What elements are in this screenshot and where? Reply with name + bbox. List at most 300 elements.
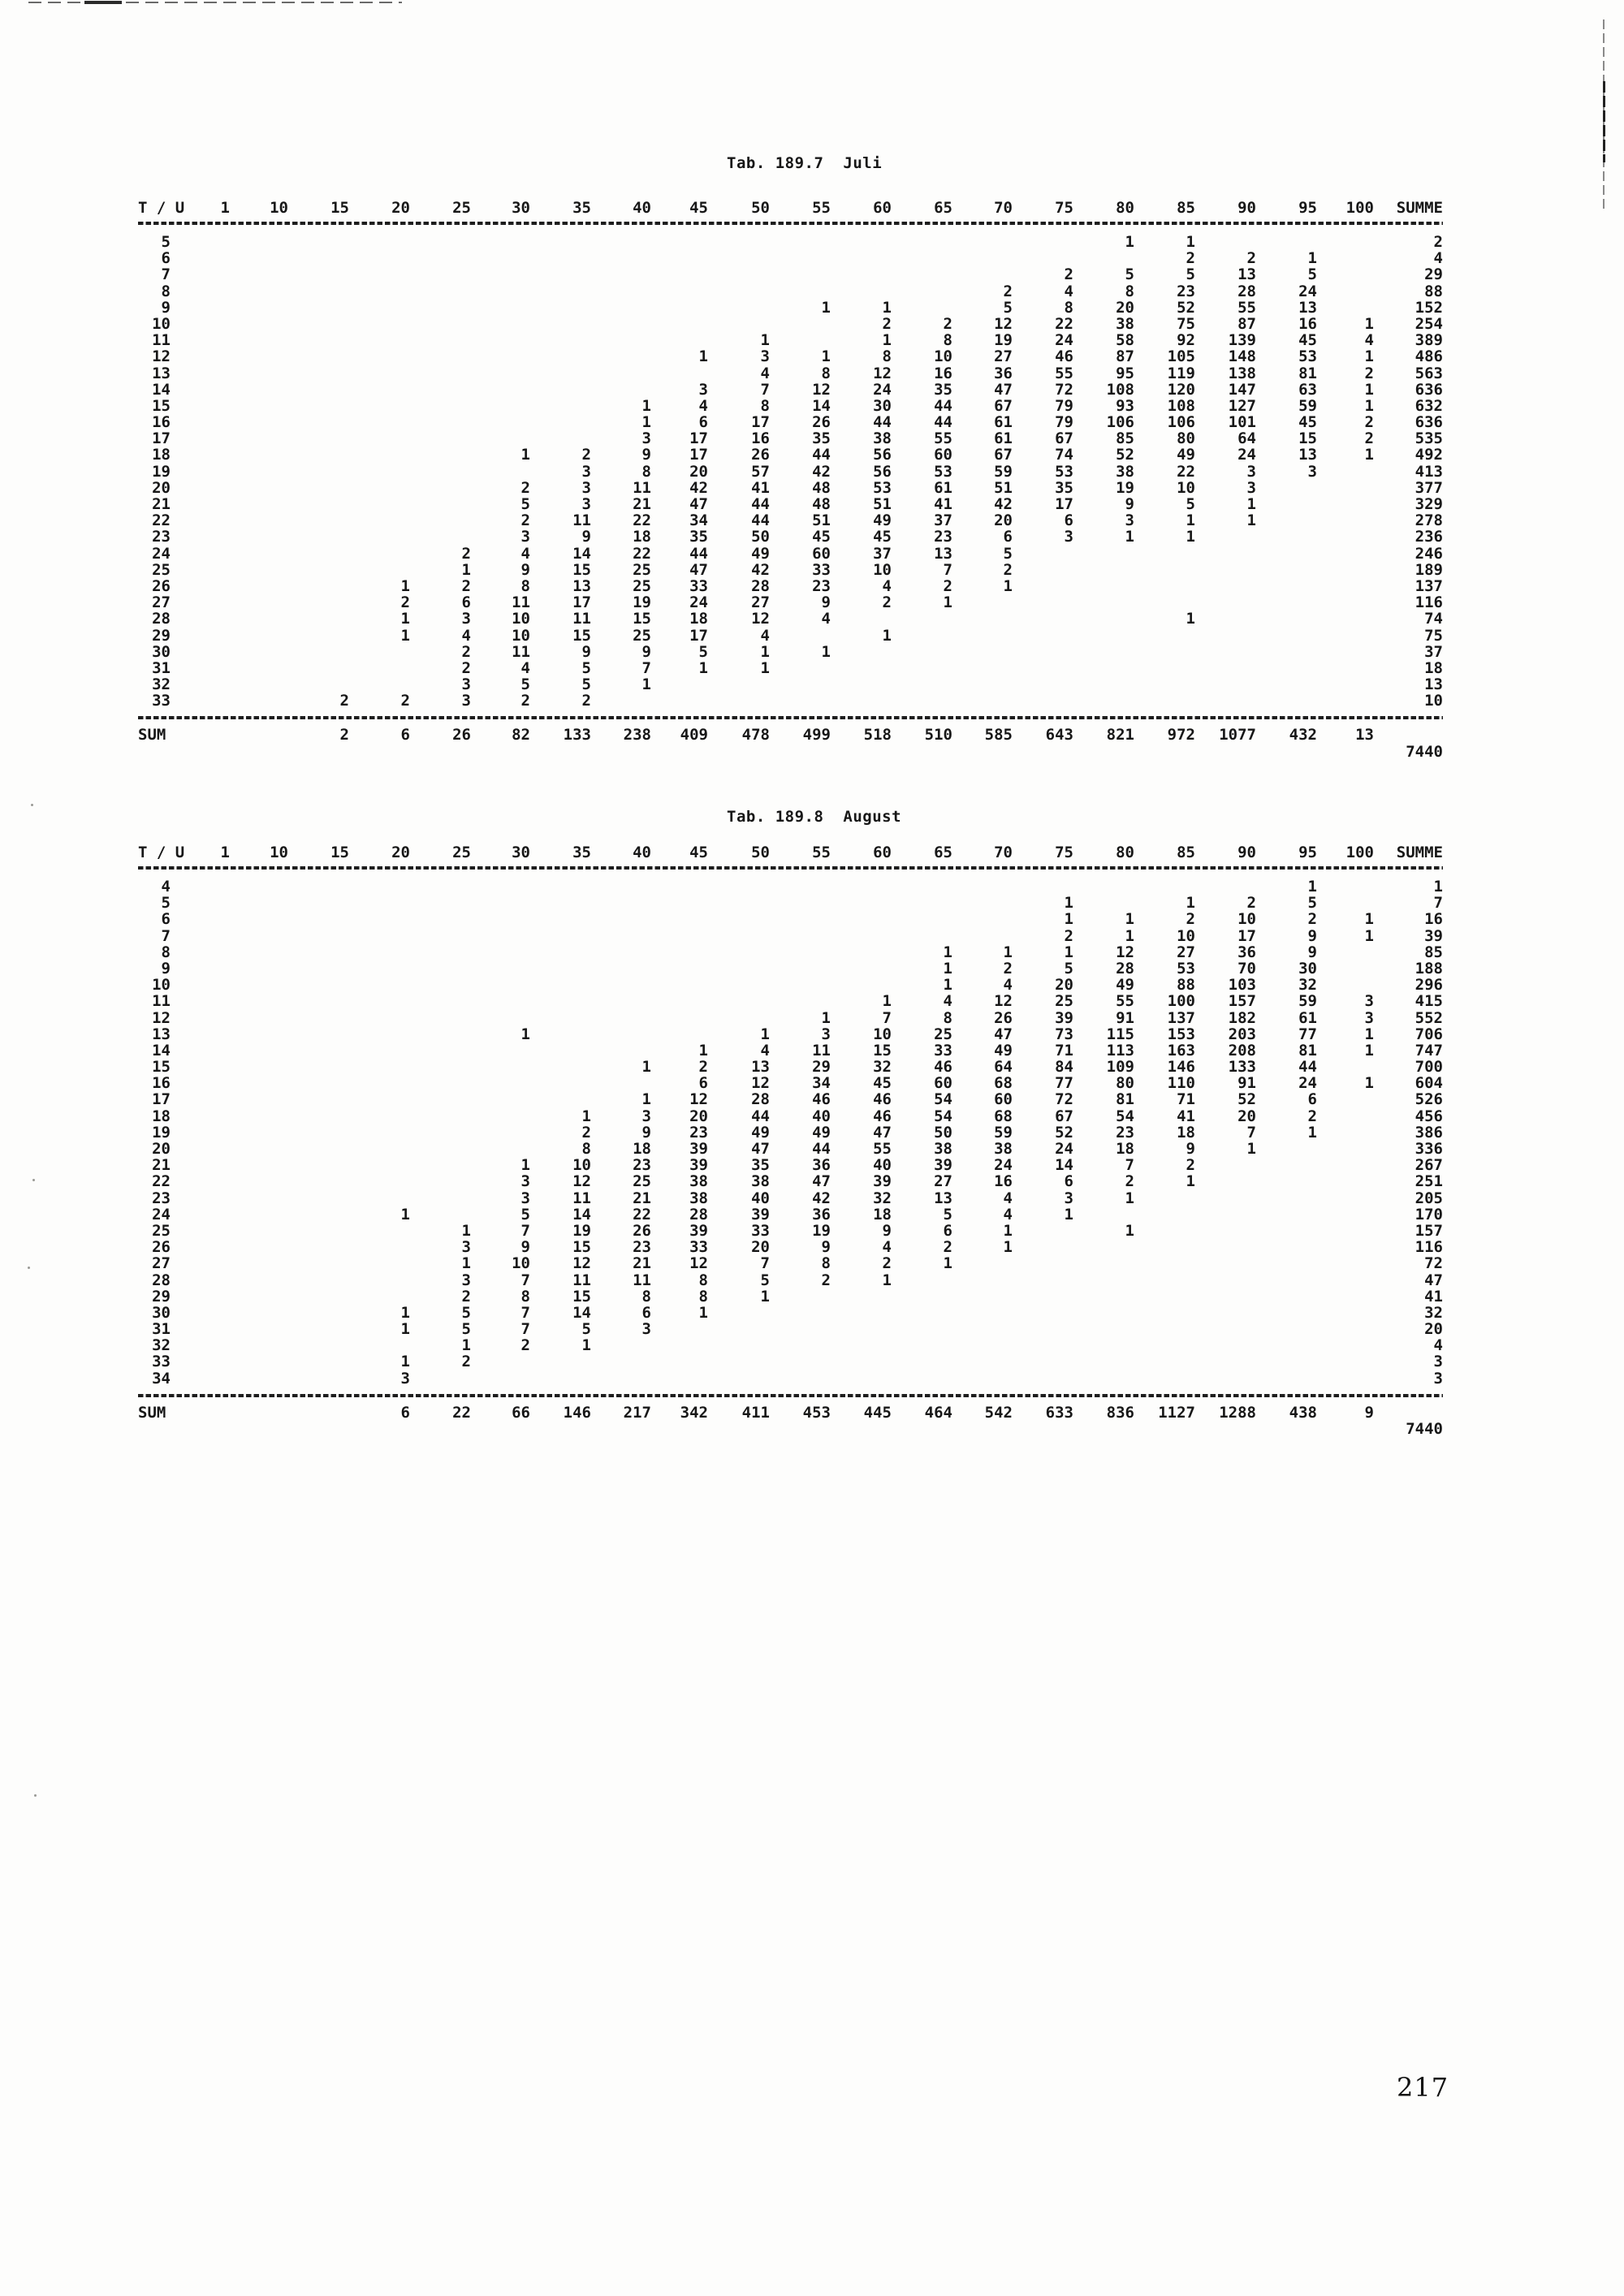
value-cell: 16 xyxy=(1298,314,1317,333)
value-cell xyxy=(230,878,288,895)
value-cell xyxy=(708,250,770,266)
column-header: 30 xyxy=(512,844,530,861)
value-cell xyxy=(471,365,530,382)
value-cell xyxy=(651,993,708,1009)
value-cell: 38 xyxy=(1116,314,1134,333)
total-empty-cell xyxy=(471,1421,530,1437)
value-cell: 44 xyxy=(751,511,770,530)
column-header: 85 xyxy=(1177,199,1195,217)
value-cell xyxy=(171,944,230,960)
value-cell: 10 xyxy=(512,610,530,628)
row-label: 32 xyxy=(152,1336,171,1355)
value-cell xyxy=(230,660,288,676)
value-cell: 39 xyxy=(689,1221,708,1240)
value-cell: 2 xyxy=(1307,910,1317,929)
table-row xyxy=(138,266,1443,283)
value-cell xyxy=(1013,1272,1073,1288)
value-cell: 1 xyxy=(641,1058,651,1077)
value-cell: 73 xyxy=(1055,1025,1073,1043)
value-cell xyxy=(410,1042,471,1059)
value-cell xyxy=(591,234,651,250)
value-cell xyxy=(230,1353,288,1370)
value-cell: 146 xyxy=(1167,1058,1195,1077)
value-cell xyxy=(770,911,831,927)
value-cell: 18 xyxy=(689,610,708,628)
value-cell xyxy=(952,594,1013,611)
value-cell xyxy=(1013,1223,1073,1239)
summe-cell: 336 xyxy=(1415,1140,1443,1158)
value-cell: 51 xyxy=(994,478,1013,497)
value-cell: 1 xyxy=(400,610,410,628)
summe-cell: 700 xyxy=(1415,1058,1443,1077)
table-row xyxy=(138,693,1443,709)
value-cell xyxy=(410,1206,471,1223)
value-cell xyxy=(892,250,952,266)
value-cell xyxy=(1073,1255,1134,1271)
value-cell: 14 xyxy=(812,396,831,415)
value-cell xyxy=(230,977,288,993)
column-header: 80 xyxy=(1116,844,1134,861)
value-cell: 50 xyxy=(934,1123,952,1142)
value-cell xyxy=(471,250,530,266)
value-cell xyxy=(591,993,651,1009)
value-cell xyxy=(952,1337,1013,1353)
value-cell xyxy=(1317,464,1374,480)
value-cell: 10 xyxy=(1237,910,1256,929)
value-cell: 101 xyxy=(1228,413,1256,432)
value-cell xyxy=(171,1173,230,1189)
row-label: 26 xyxy=(152,1238,171,1257)
value-cell: 1 xyxy=(1186,894,1195,913)
summe-cell: 389 xyxy=(1415,331,1443,350)
total-empty-cell xyxy=(230,1421,288,1437)
summe-cell: 3 xyxy=(1433,1353,1443,1371)
row-label: 9 xyxy=(161,959,171,978)
value-cell: 24 xyxy=(1298,282,1317,300)
value-cell xyxy=(230,1173,288,1189)
table-row xyxy=(138,1108,1443,1124)
value-cell: 45 xyxy=(1298,331,1317,350)
value-cell: 3 xyxy=(520,528,530,546)
total-empty-cell xyxy=(708,1421,770,1437)
table-row xyxy=(138,250,1443,266)
value-cell xyxy=(530,300,591,316)
table-row xyxy=(138,895,1443,911)
value-cell xyxy=(171,283,230,300)
summe-cell: 535 xyxy=(1415,429,1443,448)
summe-cell: 486 xyxy=(1415,347,1443,366)
value-cell xyxy=(230,464,288,480)
value-cell xyxy=(288,1141,349,1157)
value-cell xyxy=(171,895,230,911)
value-cell xyxy=(1134,1337,1195,1353)
value-cell xyxy=(288,977,349,993)
value-cell xyxy=(349,546,410,562)
value-cell: 9 xyxy=(520,560,530,579)
value-cell xyxy=(1317,1173,1374,1189)
sum-total-cell: 7440 xyxy=(1406,1420,1443,1438)
value-cell: 18 xyxy=(633,528,651,546)
value-cell: 1 xyxy=(1186,528,1195,546)
value-cell xyxy=(349,447,410,463)
value-cell: 4 xyxy=(1003,1189,1013,1207)
column-header: 100 xyxy=(1345,844,1374,861)
value-cell xyxy=(1256,1206,1317,1223)
total-label xyxy=(138,744,171,760)
value-cell xyxy=(591,1042,651,1059)
value-cell xyxy=(1073,1353,1134,1370)
value-cell xyxy=(288,928,349,944)
value-cell xyxy=(1195,1321,1256,1337)
value-cell xyxy=(349,1288,410,1305)
value-cell xyxy=(349,234,410,250)
value-cell: 20 xyxy=(994,511,1013,530)
value-cell xyxy=(349,895,410,911)
value-cell xyxy=(591,1370,651,1387)
value-cell xyxy=(288,332,349,348)
summe-header: SUMME xyxy=(1396,199,1443,217)
value-cell: 10 xyxy=(512,1254,530,1273)
value-cell: 22 xyxy=(633,544,651,563)
row-label: 31 xyxy=(152,658,171,677)
value-cell xyxy=(952,1255,1013,1271)
value-cell: 87 xyxy=(1237,314,1256,333)
value-cell: 10 xyxy=(873,560,892,579)
total-empty-cell xyxy=(591,1421,651,1437)
value-cell: 2 xyxy=(1064,926,1073,945)
summe-cell: 251 xyxy=(1415,1172,1443,1191)
table-title-august-label: Tab. 189.8 xyxy=(727,808,824,826)
value-cell: 1 xyxy=(461,1336,471,1355)
value-cell xyxy=(1256,480,1317,496)
value-cell xyxy=(171,250,230,266)
value-cell xyxy=(349,1059,410,1075)
value-cell xyxy=(1317,480,1374,496)
table-row xyxy=(138,1370,1443,1387)
value-cell xyxy=(171,676,230,693)
value-cell xyxy=(708,960,770,977)
value-cell: 9 xyxy=(821,1238,831,1257)
value-cell: 27 xyxy=(1177,943,1195,961)
value-cell xyxy=(892,660,952,676)
value-cell xyxy=(770,660,831,676)
value-cell xyxy=(651,1026,708,1042)
value-cell: 15 xyxy=(572,560,591,579)
value-cell xyxy=(530,365,591,382)
value-cell xyxy=(230,348,288,365)
summe-cell: 329 xyxy=(1415,495,1443,513)
value-cell: 19 xyxy=(633,593,651,612)
value-cell xyxy=(1195,594,1256,611)
value-cell: 1 xyxy=(1364,446,1374,464)
table-row xyxy=(138,496,1443,512)
value-cell xyxy=(1317,1141,1374,1157)
value-cell: 35 xyxy=(1055,478,1073,497)
value-cell: 40 xyxy=(873,1156,892,1175)
value-cell: 32 xyxy=(873,1189,892,1207)
value-cell xyxy=(770,676,831,693)
value-cell xyxy=(349,430,410,447)
value-cell xyxy=(591,1353,651,1370)
value-cell xyxy=(530,993,591,1009)
value-cell xyxy=(952,878,1013,895)
value-cell xyxy=(471,944,530,960)
value-cell xyxy=(591,382,651,398)
value-cell xyxy=(410,1059,471,1075)
row-header-label: T / U xyxy=(138,844,185,861)
value-cell: 72 xyxy=(1055,1090,1073,1109)
value-cell xyxy=(471,1042,530,1059)
value-cell: 14 xyxy=(572,1205,591,1224)
value-cell xyxy=(708,911,770,927)
value-cell xyxy=(230,316,288,332)
value-cell: 51 xyxy=(812,511,831,530)
value-cell xyxy=(770,993,831,1009)
value-cell xyxy=(1013,578,1073,594)
value-cell: 15 xyxy=(572,1238,591,1257)
value-cell: 7 xyxy=(520,1221,530,1240)
value-cell: 41 xyxy=(751,478,770,497)
column-header: 90 xyxy=(1237,199,1256,217)
summe-cell: 39 xyxy=(1424,926,1443,945)
value-cell xyxy=(708,944,770,960)
value-cell: 13 xyxy=(934,1189,952,1207)
value-cell: 28 xyxy=(1237,282,1256,300)
value-cell: 20 xyxy=(1055,976,1073,995)
value-cell: 42 xyxy=(751,560,770,579)
value-cell xyxy=(171,1075,230,1091)
row-label: 4 xyxy=(161,878,171,896)
value-cell xyxy=(471,464,530,480)
value-cell xyxy=(1317,1059,1374,1075)
value-cell xyxy=(892,628,952,644)
row-label: 14 xyxy=(152,1041,171,1060)
value-cell: 20 xyxy=(1116,298,1134,317)
value-cell: 10 xyxy=(512,626,530,645)
value-cell: 80 xyxy=(1116,1074,1134,1093)
value-cell: 44 xyxy=(751,495,770,513)
value-cell xyxy=(171,316,230,332)
value-cell xyxy=(230,911,288,927)
value-cell: 1 xyxy=(1307,878,1317,896)
value-cell: 14 xyxy=(572,544,591,563)
value-cell xyxy=(530,266,591,283)
value-cell: 12 xyxy=(689,1254,708,1273)
value-cell: 1 xyxy=(520,1025,530,1043)
value-cell xyxy=(1256,1255,1317,1271)
value-cell: 79 xyxy=(1055,396,1073,415)
value-cell xyxy=(1317,594,1374,611)
value-cell: 8 xyxy=(821,1254,831,1273)
value-cell xyxy=(1073,578,1134,594)
value-cell xyxy=(171,1370,230,1387)
value-cell xyxy=(288,1353,349,1370)
total-label xyxy=(138,1421,171,1437)
value-cell: 1 xyxy=(581,1107,591,1125)
value-cell xyxy=(1317,611,1374,627)
value-cell xyxy=(471,1091,530,1107)
value-cell xyxy=(892,644,952,660)
table-row xyxy=(138,1059,1443,1075)
value-cell: 139 xyxy=(1228,331,1256,350)
value-cell: 38 xyxy=(994,1140,1013,1158)
value-cell xyxy=(1256,1305,1317,1321)
value-cell xyxy=(530,283,591,300)
value-cell: 8 xyxy=(520,576,530,595)
value-cell xyxy=(288,430,349,447)
value-cell: 61 xyxy=(994,429,1013,448)
value-cell xyxy=(171,480,230,496)
value-cell xyxy=(708,300,770,316)
value-cell xyxy=(171,960,230,977)
value-cell xyxy=(230,382,288,398)
value-cell xyxy=(708,895,770,911)
value-cell: 2 xyxy=(1003,282,1013,300)
value-cell: 23 xyxy=(1177,282,1195,300)
value-cell: 39 xyxy=(1055,1008,1073,1027)
value-cell xyxy=(288,1108,349,1124)
value-cell: 95 xyxy=(1116,364,1134,382)
value-cell xyxy=(171,977,230,993)
value-cell: 30 xyxy=(1298,959,1317,978)
value-cell: 100 xyxy=(1167,992,1195,1011)
value-cell: 1 xyxy=(400,1320,410,1339)
summe-cell: 636 xyxy=(1415,380,1443,399)
value-cell xyxy=(288,628,349,644)
value-cell xyxy=(651,283,708,300)
value-cell xyxy=(471,382,530,398)
value-cell xyxy=(1134,562,1195,578)
total-empty-cell xyxy=(349,1421,410,1437)
value-cell: 2 xyxy=(1186,910,1195,929)
row-label: 25 xyxy=(152,560,171,579)
value-cell xyxy=(471,878,530,895)
value-cell: 7 xyxy=(520,1303,530,1322)
value-cell: 2 xyxy=(1003,959,1013,978)
value-cell xyxy=(171,1223,230,1239)
value-cell: 11 xyxy=(572,610,591,628)
value-cell xyxy=(349,348,410,365)
value-cell: 2 xyxy=(461,1353,471,1371)
summe-cell: 20 xyxy=(1424,1320,1443,1339)
table-row xyxy=(138,960,1443,977)
value-cell xyxy=(349,676,410,693)
value-cell xyxy=(892,283,952,300)
value-cell xyxy=(952,660,1013,676)
value-cell: 7 xyxy=(760,380,770,399)
value-cell: 106 xyxy=(1167,413,1195,432)
value-cell: 7 xyxy=(520,1271,530,1289)
value-cell: 61 xyxy=(1298,1008,1317,1027)
value-cell xyxy=(651,1321,708,1337)
row-label: 30 xyxy=(152,642,171,661)
value-cell xyxy=(1195,676,1256,693)
value-cell xyxy=(171,1010,230,1026)
value-cell xyxy=(1134,1255,1195,1271)
value-cell: 1 xyxy=(1186,511,1195,530)
table-row xyxy=(138,1173,1443,1189)
value-cell xyxy=(1256,1288,1317,1305)
value-cell: 3 xyxy=(641,429,651,448)
row-label: 12 xyxy=(152,347,171,366)
value-cell: 64 xyxy=(1237,429,1256,448)
value-cell xyxy=(230,1239,288,1255)
sum-value-cell: 1077 xyxy=(1219,726,1256,744)
value-cell xyxy=(770,1305,831,1321)
value-cell: 46 xyxy=(1055,347,1073,366)
value-cell xyxy=(952,644,1013,660)
value-cell: 1 xyxy=(1125,1221,1134,1240)
value-cell: 36 xyxy=(1237,943,1256,961)
value-cell: 23 xyxy=(812,576,831,595)
value-cell xyxy=(288,960,349,977)
value-cell: 38 xyxy=(1116,462,1134,481)
value-cell: 182 xyxy=(1228,1008,1256,1027)
value-cell: 1 xyxy=(1064,943,1073,961)
value-cell xyxy=(349,332,410,348)
value-cell xyxy=(1317,300,1374,316)
value-cell xyxy=(892,234,952,250)
value-cell: 1 xyxy=(698,1303,708,1322)
value-cell xyxy=(1256,234,1317,250)
value-cell: 2 xyxy=(882,1254,892,1273)
value-cell: 15 xyxy=(633,610,651,628)
column-header: 50 xyxy=(751,844,770,861)
value-cell: 5 xyxy=(520,1205,530,1224)
value-cell: 42 xyxy=(812,462,831,481)
value-cell: 1 xyxy=(520,446,530,464)
sum-value-cell: 1288 xyxy=(1219,1403,1256,1422)
value-cell xyxy=(349,1075,410,1091)
value-cell: 21 xyxy=(633,1189,651,1207)
value-cell xyxy=(651,365,708,382)
value-cell: 2 xyxy=(461,642,471,661)
value-cell xyxy=(1317,1288,1374,1305)
value-cell xyxy=(288,414,349,430)
value-cell: 3 xyxy=(461,1271,471,1289)
value-cell: 54 xyxy=(934,1107,952,1125)
value-cell: 25 xyxy=(1055,992,1073,1011)
summe-cell: 7 xyxy=(1433,894,1443,913)
sum-value-cell: 633 xyxy=(1045,1403,1073,1422)
value-cell xyxy=(349,283,410,300)
value-cell: 7 xyxy=(943,560,952,579)
value-cell xyxy=(1073,1288,1134,1305)
value-cell xyxy=(952,1353,1013,1370)
value-cell xyxy=(1013,676,1073,693)
value-cell xyxy=(171,644,230,660)
value-cell: 1 xyxy=(461,1221,471,1240)
value-cell xyxy=(171,1190,230,1206)
value-cell xyxy=(1013,1370,1073,1387)
value-cell xyxy=(708,266,770,283)
value-cell: 3 xyxy=(1246,462,1256,481)
value-cell xyxy=(591,878,651,895)
value-cell: 1 xyxy=(698,1041,708,1060)
value-cell: 5 xyxy=(1064,959,1073,978)
value-cell xyxy=(1317,960,1374,977)
value-cell: 1 xyxy=(400,1205,410,1224)
value-cell xyxy=(1195,1272,1256,1288)
value-cell xyxy=(1073,878,1134,895)
value-cell: 2 xyxy=(461,544,471,563)
value-cell xyxy=(1195,1337,1256,1353)
value-cell xyxy=(708,1370,770,1387)
value-cell: 25 xyxy=(633,576,651,595)
value-cell xyxy=(171,365,230,382)
value-cell: 6 xyxy=(1307,1090,1317,1109)
value-cell: 25 xyxy=(633,626,651,645)
